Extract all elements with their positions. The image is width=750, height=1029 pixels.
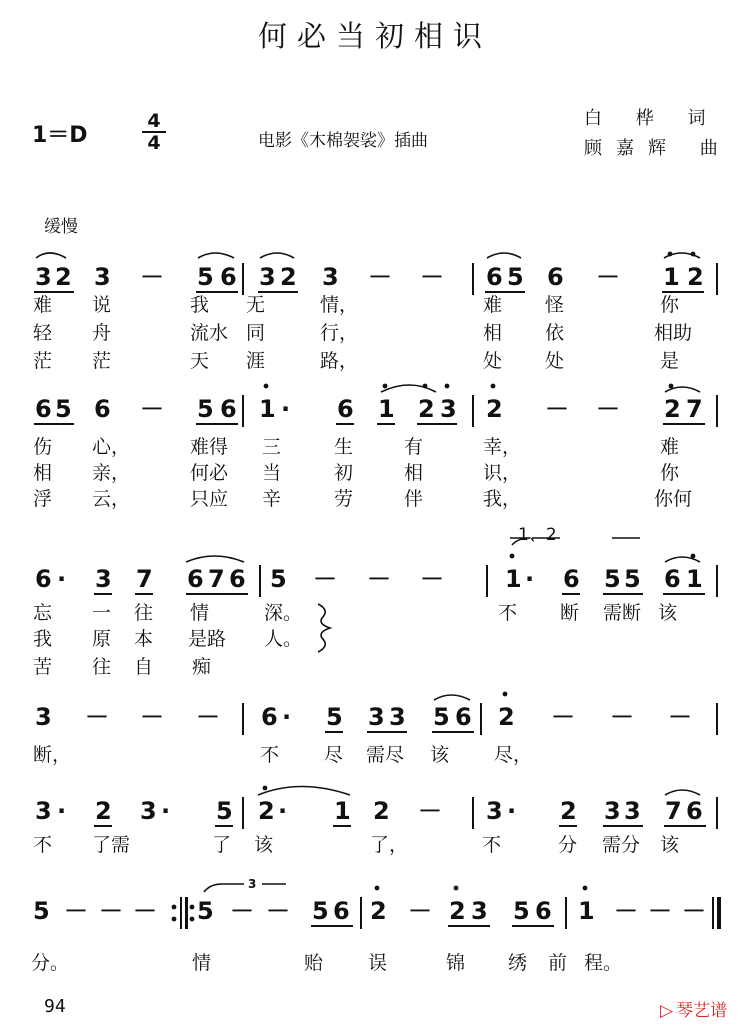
lyric-word: 该 <box>254 834 274 856</box>
slur <box>258 787 350 796</box>
time-signature-top: 4 <box>147 110 161 132</box>
note: － <box>420 263 444 291</box>
lyric-word: 误 <box>368 952 388 974</box>
lyric-word: 需断 <box>603 602 642 624</box>
note: 5 <box>270 565 287 593</box>
note: 5 <box>197 395 214 423</box>
lyric-word: 生 <box>334 436 354 458</box>
note: 5 <box>312 897 329 925</box>
note: 1 <box>259 395 276 423</box>
lyric-word: 一 <box>92 602 112 624</box>
note: 2 <box>498 703 515 731</box>
slur <box>381 385 436 392</box>
lyric-word: 原 <box>92 628 112 650</box>
tempo-marking: 缓慢 <box>44 217 78 237</box>
note: 3 <box>486 797 503 825</box>
lyric-word: 需分 <box>602 834 641 856</box>
note: 6 <box>547 263 564 291</box>
note: 3 <box>140 797 157 825</box>
lyric-word: 情， <box>320 294 359 316</box>
lyric-word: 断 <box>560 602 580 624</box>
note: 6 <box>229 565 246 593</box>
note: 3 <box>471 897 488 925</box>
note: 3 <box>322 263 339 291</box>
lyric-word: 锦 <box>446 952 466 974</box>
repeat-brace <box>318 604 330 652</box>
note: － <box>85 703 109 731</box>
note: 3 <box>624 797 641 825</box>
lyric-word: 断， <box>33 744 72 766</box>
lyric-word: 是路 <box>188 628 227 650</box>
note: 6 <box>187 565 204 593</box>
note: － <box>682 897 706 925</box>
logo-mark-icon: ▷ <box>660 1001 674 1021</box>
note: 6 <box>455 703 472 731</box>
note: 6 <box>664 565 681 593</box>
lyric-word: 该 <box>660 834 680 856</box>
note: 3 <box>440 395 457 423</box>
note: 5 <box>513 897 530 925</box>
note: 6 <box>563 565 580 593</box>
lyric-word: 我， <box>483 488 522 510</box>
time-signature-bottom: 4 <box>147 132 161 154</box>
note: － <box>596 395 620 423</box>
lyric-word: 流水 <box>190 322 229 344</box>
note: 1 <box>334 797 351 825</box>
lyric-word: 程。 <box>584 952 623 974</box>
lyric-word: 辛 <box>262 488 282 510</box>
lyric-word: 了， <box>370 834 409 856</box>
lyric-word: 涯 <box>246 350 266 372</box>
note: － <box>133 897 157 925</box>
slur <box>434 695 470 700</box>
note: － <box>596 263 620 291</box>
note: 6 <box>35 565 52 593</box>
composer-credit: 顾嘉辉 曲 <box>584 138 732 159</box>
lyric-word: 深。 <box>264 602 303 624</box>
lyric-word: 本 <box>134 628 154 650</box>
note: 6 <box>261 703 278 731</box>
note: － <box>64 897 88 925</box>
note: － <box>648 897 672 925</box>
slur <box>186 556 244 562</box>
lyric-word: 说 <box>92 294 112 316</box>
lyric-word: 劳 <box>334 488 354 510</box>
note: 6 <box>35 395 52 423</box>
lyric-word: 心， <box>92 436 131 458</box>
note: · <box>281 395 291 423</box>
lyric-word: 路， <box>320 350 359 372</box>
note: － <box>99 897 123 925</box>
note: 3 <box>368 703 385 731</box>
volta-hook <box>510 538 530 545</box>
lyric-word: 难 <box>660 436 680 458</box>
song-title: 何必当初相识 <box>257 19 492 53</box>
lyric-word: 伴 <box>404 488 424 510</box>
note: 5 <box>197 263 214 291</box>
lyric-word: 是 <box>660 350 680 372</box>
lyric-word: 有 <box>404 436 424 458</box>
note: · <box>282 703 292 731</box>
watermark-logo <box>660 996 727 1021</box>
lyric-word: 三 <box>262 436 282 458</box>
lyric-word: 亲， <box>92 462 131 484</box>
page-number: 94 <box>44 996 66 1017</box>
lyric-word: 伤 <box>33 436 53 458</box>
lyric-word: 痴 <box>192 656 212 678</box>
watermark-text: 琴艺谱 <box>676 1001 728 1021</box>
note: 5 <box>216 797 233 825</box>
lyric-word: 尽， <box>494 744 533 766</box>
lyric-word: 我 <box>33 628 53 650</box>
note: 7 <box>208 565 225 593</box>
lyric-word: 不 <box>482 834 502 856</box>
note: 5 <box>197 897 214 925</box>
subtitle: 电影《木棉袈裟》插曲 <box>258 131 428 151</box>
lyric-word: 分。 <box>31 952 70 974</box>
note: － <box>367 565 391 593</box>
lyric-word: 不 <box>260 744 280 766</box>
note: － <box>266 897 290 925</box>
note: － <box>140 263 164 291</box>
note: · <box>161 797 171 825</box>
note: 6 <box>486 263 503 291</box>
note: － <box>545 395 569 423</box>
lyric-word: 无 <box>246 294 266 316</box>
note: 2 <box>687 263 704 291</box>
lyric-word: 难 <box>483 294 503 316</box>
note: 1 <box>578 897 595 925</box>
lyric-word: 苦 <box>33 656 53 678</box>
note: 1 <box>505 565 522 593</box>
slur <box>198 253 234 258</box>
lyric-word: 幸， <box>483 436 522 458</box>
note: 2 <box>486 395 503 423</box>
lyric-word: 贻 <box>304 952 324 974</box>
note: 2 <box>280 263 297 291</box>
lyric-word: 只应 <box>190 488 229 510</box>
slur <box>260 253 294 258</box>
lyric-word: 轻 <box>33 322 53 344</box>
lyric-word: 忘 <box>33 602 53 624</box>
lyric-word: 了需 <box>92 834 131 856</box>
lyric-word: 难 <box>33 294 53 316</box>
note: 5 <box>433 703 450 731</box>
note: － <box>614 897 638 925</box>
note: 2 <box>370 897 387 925</box>
lyric-word: 相助 <box>654 322 693 344</box>
lyric-word: 天 <box>190 350 210 372</box>
tuplet-hook <box>204 884 244 892</box>
lyric-word: 浮 <box>33 488 53 510</box>
slur <box>665 790 700 795</box>
note: 3 <box>259 263 276 291</box>
lyric-word: 行， <box>320 322 359 344</box>
note: 7 <box>136 565 153 593</box>
note: 6 <box>220 263 237 291</box>
lyric-word: 相 <box>33 462 53 484</box>
note: 2 <box>560 797 577 825</box>
note: 2 <box>418 395 435 423</box>
lyric-word: 前 <box>548 952 568 974</box>
lyric-word: 自 <box>134 656 154 678</box>
lyric-word: 需尽 <box>366 744 405 766</box>
volta-label: 1、2 <box>518 525 557 545</box>
note: 3 <box>604 797 621 825</box>
lyric-word: 我 <box>190 294 210 316</box>
note: 3 <box>95 565 112 593</box>
note: 5 <box>55 395 72 423</box>
note: 2 <box>95 797 112 825</box>
lyric-word: 尽 <box>324 744 344 766</box>
note: 5 <box>507 263 524 291</box>
lyric-word: 你 <box>660 462 680 484</box>
lyric-word: 不 <box>498 602 518 624</box>
note: － <box>420 565 444 593</box>
note: － <box>313 565 337 593</box>
note: － <box>551 703 575 731</box>
lyric-word: 往 <box>134 602 154 624</box>
slur <box>36 253 66 258</box>
tuplet-label: 3 <box>248 877 257 891</box>
note: 6 <box>333 897 350 925</box>
note: － <box>418 797 442 825</box>
lyric-word: 茫 <box>33 350 53 372</box>
lyric-word: 当 <box>262 462 282 484</box>
lyricist-credit: 白 桦 词 <box>584 108 720 129</box>
lyric-word: 相 <box>404 462 424 484</box>
lyric-word: 处 <box>545 350 565 372</box>
lyric-word: 情 <box>190 602 210 624</box>
note: 5 <box>604 565 621 593</box>
lyric-word: 舟 <box>92 322 112 344</box>
lyric-word: 难得 <box>190 436 229 458</box>
key-signature: 1＝D <box>32 123 88 148</box>
note: 2 <box>664 395 681 423</box>
note: · <box>507 797 517 825</box>
lyric-word: 识， <box>483 462 522 484</box>
lyric-word: 该 <box>430 744 450 766</box>
note: － <box>140 395 164 423</box>
lyric-word: 你何 <box>654 488 693 510</box>
note: 3 <box>35 703 52 731</box>
note: 6 <box>686 797 703 825</box>
note: － <box>140 703 164 731</box>
note: 2 <box>55 263 72 291</box>
lyric-word: 分 <box>558 834 578 856</box>
lyric-word: 不 <box>33 834 53 856</box>
lyric-word: 你 <box>660 294 680 316</box>
lyric-word: 绣 <box>508 952 528 974</box>
note: · <box>525 565 535 593</box>
lyric-word: 相 <box>483 322 503 344</box>
lyric-word: 依 <box>545 322 565 344</box>
note: 2 <box>373 797 390 825</box>
note: 5 <box>624 565 641 593</box>
note: 6 <box>535 897 552 925</box>
lyric-word: 初 <box>334 462 354 484</box>
note: － <box>610 703 634 731</box>
lyric-word: 怪 <box>545 294 565 316</box>
lyric-word: 情 <box>192 952 212 974</box>
lyric-word: 了 <box>212 834 232 856</box>
note: 3 <box>35 797 52 825</box>
slur <box>487 253 521 258</box>
note: 5 <box>326 703 343 731</box>
note: · <box>57 565 67 593</box>
note: 7 <box>686 395 703 423</box>
note: 5 <box>33 897 50 925</box>
note: · <box>57 797 67 825</box>
lyric-word: 该 <box>658 602 678 624</box>
note: － <box>368 263 392 291</box>
note: － <box>668 703 692 731</box>
note: 2 <box>449 897 466 925</box>
note: 1 <box>378 395 395 423</box>
slur <box>665 557 700 562</box>
note: 3 <box>35 263 52 291</box>
note: 3 <box>389 703 406 731</box>
note: 3 <box>94 263 111 291</box>
lyric-word: 处 <box>483 350 503 372</box>
note: 1 <box>663 263 680 291</box>
lyric-word: 同 <box>246 322 266 344</box>
note: · <box>278 797 288 825</box>
lyric-word: 云， <box>92 488 131 510</box>
note: 2 <box>258 797 275 825</box>
note: － <box>196 703 220 731</box>
note: 1 <box>686 565 703 593</box>
note: － <box>230 897 254 925</box>
note: 6 <box>220 395 237 423</box>
note: 6 <box>337 395 354 423</box>
note: 6 <box>94 395 111 423</box>
note: － <box>408 897 432 925</box>
note: 7 <box>665 797 682 825</box>
lyric-word: 何必 <box>190 462 229 484</box>
lyric-word: 往 <box>92 656 112 678</box>
lyric-word: 茫 <box>92 350 112 372</box>
lyric-word: 人。 <box>264 628 303 650</box>
